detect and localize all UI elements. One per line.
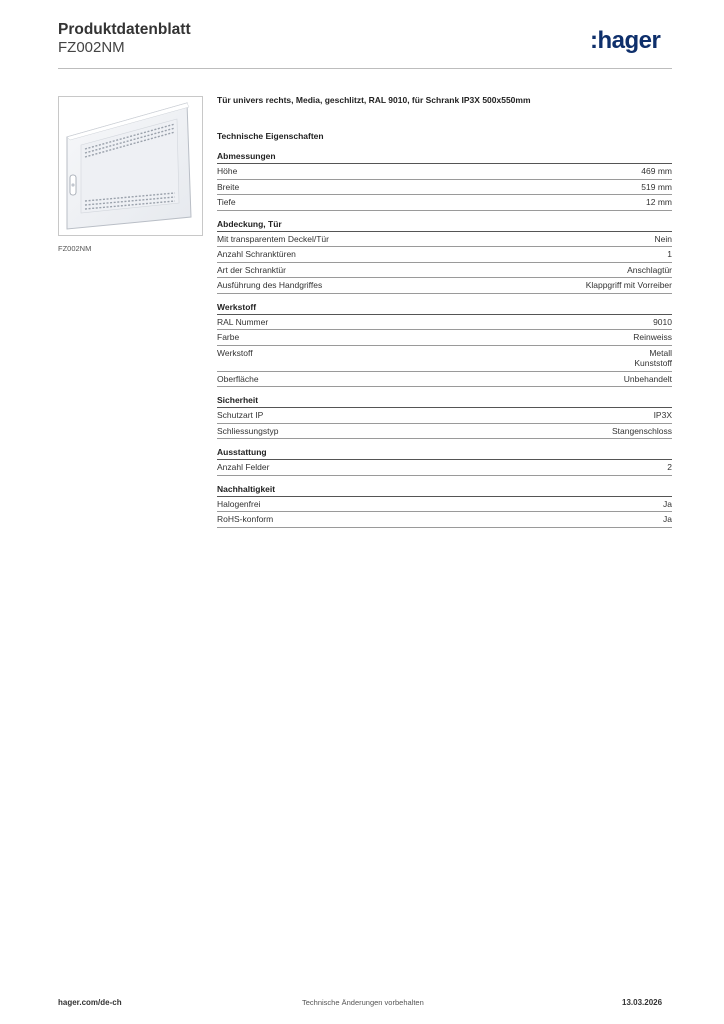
- property-value: Reinweiss: [633, 332, 672, 342]
- property-row: [217, 247, 672, 263]
- property-label: Anzahl Schranktüren: [217, 249, 296, 259]
- property-label: Werkstoff: [217, 347, 253, 358]
- datasheet-content: [217, 92, 672, 536]
- property-value: 519 mm: [641, 181, 672, 192]
- property-label: Tiefe: [217, 197, 236, 207]
- hager-logo: :hager: [590, 27, 661, 54]
- property-value: 2: [667, 462, 672, 472]
- property-row: [217, 346, 672, 372]
- property-label: Mit transparentem Deckel/Tür: [217, 233, 329, 244]
- cabinet-door-illustration: [59, 97, 202, 235]
- property-value: 1: [667, 249, 672, 259]
- property-label: Schliessungstyp: [217, 425, 279, 436]
- property-value: Klappgriff mit Vorreiber: [585, 280, 672, 290]
- property-groups: [217, 151, 672, 528]
- property-group-title: Sicherheit: [217, 395, 672, 408]
- logo-text: hager: [597, 27, 661, 54]
- property-label: Art der Schranktür: [217, 264, 286, 275]
- property-group: [217, 395, 672, 439]
- property-row: [217, 408, 672, 424]
- property-label: Schutzart IP: [217, 410, 264, 420]
- product-code: FZ002NM: [58, 39, 125, 56]
- property-label: Oberfläche: [217, 373, 259, 384]
- property-group: [217, 484, 672, 528]
- property-group-title: Nachhaltigkeit: [217, 484, 672, 497]
- property-label: Höhe: [217, 166, 238, 176]
- property-value: 9010: [653, 316, 672, 327]
- property-value: Ja: [663, 514, 672, 524]
- property-group-title: Abmessungen: [217, 151, 672, 164]
- property-row: [217, 278, 672, 294]
- property-row: [217, 330, 672, 346]
- property-row: [217, 195, 672, 211]
- property-row: [217, 497, 672, 513]
- property-group-title: Werkstoff: [217, 302, 672, 315]
- product-description: Tür univers rechts, Media, geschlitzt, RAL 9010, für Schrank IP3X 500x550mm: [217, 95, 531, 105]
- property-value: 469 mm: [641, 166, 672, 176]
- property-value: Anschlagtür: [627, 264, 672, 275]
- property-value: Nein: [654, 233, 672, 244]
- property-group: [217, 302, 672, 388]
- property-value: Ja: [663, 498, 672, 509]
- property-group-title: Ausstattung: [217, 447, 672, 460]
- property-group-title: Abdeckung, Tür: [217, 219, 672, 232]
- property-group: [217, 447, 672, 476]
- property-row: [217, 232, 672, 248]
- property-label: Anzahl Felder: [217, 462, 270, 472]
- property-row: [217, 180, 672, 196]
- product-image: [58, 96, 203, 236]
- product-image-caption: FZ002NM: [58, 244, 92, 253]
- property-label: Ausführung des Handgriffes: [217, 280, 323, 290]
- property-row: [217, 460, 672, 476]
- property-row: [217, 512, 672, 528]
- property-label: RoHS-konform: [217, 514, 274, 524]
- page-title: Produktdatenblatt: [58, 21, 191, 38]
- footer-website: hager.com/de-ch: [58, 998, 122, 1007]
- property-group: [217, 219, 672, 294]
- property-row: [217, 372, 672, 388]
- property-row: [217, 263, 672, 279]
- property-value: 12 mm: [646, 197, 672, 207]
- property-value: Metall Kunststoff: [634, 347, 672, 368]
- header-divider: [58, 68, 672, 69]
- property-row: [217, 315, 672, 331]
- property-label: Breite: [217, 181, 240, 192]
- property-value: Stangenschloss: [611, 425, 672, 436]
- property-label: RAL Nummer: [217, 316, 269, 327]
- property-group: [217, 151, 672, 211]
- property-label: Halogenfrei: [217, 498, 261, 509]
- property-value: IP3X: [653, 410, 672, 420]
- property-label: Farbe: [217, 332, 240, 342]
- property-row: [217, 424, 672, 440]
- footer-date: 13.03.2026: [622, 998, 663, 1007]
- footer-disclaimer: Technische Änderungen vorbehalten: [302, 998, 424, 1007]
- property-value: Unbehandelt: [623, 373, 672, 384]
- technical-properties-heading: Technische Eigenschaften: [217, 131, 324, 141]
- property-row: [217, 164, 672, 180]
